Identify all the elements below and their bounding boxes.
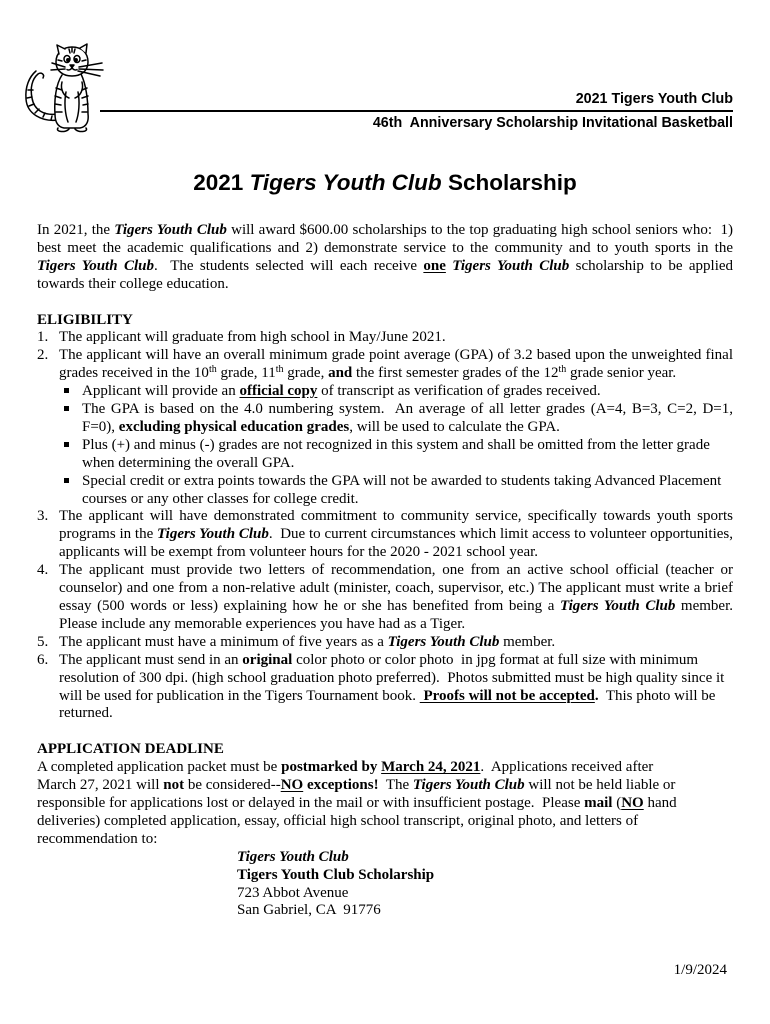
emphasis-mail: mail — [584, 794, 613, 811]
item-text-segment: The applicant will have an overall minimum grade point average (GPA) of 3.2 based upon the unweighted final grades received in the 10 — [59, 347, 737, 382]
emphasis-one: one — [423, 257, 446, 274]
deadline-text-segment: will not be held liable or responsible for applications lost or delayed in the mail or with insufficient postage. Please — [37, 777, 680, 811]
emphasis-original: original — [242, 651, 293, 668]
eligibility-item-6 — [37, 652, 733, 724]
item-text — [59, 634, 733, 652]
item-number: 5. — [37, 633, 49, 650]
deadline-text-segment: hand deliveries) completed application, essay, official high school transcript, original photo, and letters of recommendation to: — [37, 794, 681, 847]
title-year: 2021 — [193, 170, 250, 195]
emphasis-excluding-pe: excluding physical education grades — [118, 418, 350, 435]
header-divider — [100, 110, 733, 112]
deadline-text-segment: The — [378, 777, 413, 794]
item-number: 6. — [37, 651, 49, 668]
item-text — [59, 562, 737, 634]
ordinal-suffix: th — [558, 364, 567, 376]
emphasis-official-copy: official copy — [239, 383, 318, 400]
emphasis-and: and — [328, 365, 353, 382]
deadline-paragraph — [37, 759, 692, 849]
address-city: San Gabriel, CA 91776 — [237, 902, 381, 919]
document-body — [37, 222, 737, 920]
bullet-text-segment: , will be used to calculate the GPA. — [349, 418, 560, 435]
item-paragraph — [59, 347, 737, 383]
eligibility-item-2 — [37, 347, 737, 508]
ordinal-suffix: th — [208, 364, 217, 376]
item-text-segment: color photo or color photo in jpg format at full size with minimum resolution of 300 dpi. (high school graduation photo preferred). Photos submitted must be high quality since it will be used for publication in the Tigers Tournament book. — [59, 651, 729, 704]
item-text-segment: grade, 11 — [216, 365, 276, 382]
mailing-address — [237, 849, 733, 921]
bullet-marker — [59, 401, 82, 437]
deadline-text-segment: . Applications received after March 27, 2021 will — [37, 759, 658, 794]
eligibility-item-4 — [37, 562, 737, 634]
item-number: 1. — [37, 329, 49, 346]
page-title — [0, 170, 770, 196]
bullet-text-segment: Applicant will provide an — [82, 383, 240, 400]
intro-text: scholarship to be applied towards their college education. — [37, 257, 737, 292]
deadline-text-segment: A completed application packet must be — [37, 759, 282, 776]
item-text-segment: The applicant will graduate from high school in May/June 2021. — [59, 329, 446, 346]
item-text-segment: The applicant must provide two letters of recommendation, one from an active school official (teacher or counselor) and one from a non-relative adult (minister, coach, supervisor, etc.) The applicant must write a brief essay (500 words or less) explaining how he or she has benefited from being a — [59, 562, 737, 615]
bullet-marker — [59, 437, 82, 473]
item-number: 3. — [37, 508, 49, 525]
bullet-text — [82, 401, 737, 437]
address-name: Tigers Youth Club — [237, 848, 349, 865]
item-text-segment: The applicant must send in an — [59, 651, 243, 668]
club-name: Tigers Youth Club — [412, 777, 525, 794]
emphasis-no: NO — [280, 777, 304, 794]
intro-text: . The students selected will each receive — [153, 257, 424, 274]
emphasis-postmarked: postmarked by — [281, 759, 382, 776]
item-text — [59, 329, 733, 347]
square-bullet-icon — [64, 442, 69, 447]
club-name: Tigers Youth Club — [157, 526, 269, 543]
item-text-segment: The applicant will have demonstrated commitment to community service, specifically towards youth sports programs in the — [59, 508, 737, 543]
title-club-name: Tigers Youth Club — [249, 170, 442, 195]
emphasis-no-proofs: Proofs will not be accepted — [419, 687, 595, 704]
bullet-item — [59, 401, 737, 437]
bullet-text-segment: The GPA is based on the 4.0 numbering system. An average of all letter grades (A=4, B=3, C=2, D=1, F=0), — [82, 401, 737, 435]
item-number: 2. — [37, 347, 49, 364]
emphasis-exceptions: exceptions! — [303, 777, 379, 794]
eligibility-item-1 — [37, 329, 733, 347]
bullet-text — [82, 383, 733, 401]
emphasis-no: NO — [621, 794, 644, 811]
bullet-item — [59, 437, 733, 473]
eligibility-item-5 — [37, 634, 733, 652]
item-text-segment: . Due to current circumstances which limit access to volunteer opportunities, applicants will be exempt from volunteer hours for the 2020 - 2021 school year. — [59, 526, 737, 561]
eligibility-heading: ELIGIBILITY — [37, 311, 133, 328]
bullet-text-segment: Special credit or extra points towards the GPA will not be awarded to students taking Advanced Placement courses or any other classes for college credit. — [82, 472, 726, 507]
address-street: 723 Abbot Avenue — [237, 884, 349, 901]
bullet-text — [82, 473, 733, 509]
intro-text: will award $600.00 scholarships to the top graduating high school seniors who: 1) best meet the academic qualifications and 2) demonstrate service to the community and to youth sports in the — [37, 222, 737, 256]
address-department: Tigers Youth Club Scholarship — [237, 866, 435, 883]
deadline-heading: APPLICATION DEADLINE — [37, 741, 224, 758]
bullet-item — [59, 473, 733, 509]
ordinal-suffix: th — [275, 364, 284, 376]
bullet-text-segment: Plus (+) and minus (-) grades are not recognized in this system and shall be omitted from the letter grade when determining the overall GPA. — [82, 436, 714, 471]
tiger-mascot-icon — [22, 42, 104, 134]
club-name: Tigers Youth Club — [452, 257, 570, 274]
bullet-marker — [59, 383, 82, 401]
deadline-text-segment: be considered-- — [184, 777, 281, 794]
print-date: 1/9/2024 — [673, 962, 727, 978]
square-bullet-icon — [64, 406, 69, 411]
deadline-text-segment: ( — [612, 794, 622, 811]
item-text — [59, 347, 737, 508]
title-word: Scholarship — [441, 170, 577, 195]
emphasis-period: . — [594, 687, 599, 704]
club-name: Tigers Youth Club — [114, 222, 227, 238]
intro-text: In 2021, the — [37, 222, 115, 238]
emphasis-not: not — [163, 777, 185, 794]
bullet-item — [59, 383, 733, 401]
bullet-text-segment: of transcript as verification of grades received. — [317, 383, 601, 400]
item-text-segment: grade, — [283, 365, 329, 382]
eligibility-item-3 — [37, 508, 737, 562]
header-club-year: 2021 Tigers Youth Club — [575, 91, 733, 107]
item-text-segment: grade senior year. — [566, 365, 677, 382]
intro-paragraph — [37, 222, 737, 294]
item-text — [59, 652, 733, 724]
header-event: 46th Anniversary Scholarship Invitational Basketball — [372, 115, 733, 131]
club-name: Tigers Youth Club — [387, 633, 500, 650]
deadline-date: March 24, 2021 — [381, 759, 481, 776]
square-bullet-icon — [64, 478, 69, 483]
item-text-segment: the first semester grades of the 12 — [352, 365, 559, 382]
bullet-marker — [59, 473, 82, 509]
bullet-text — [82, 437, 733, 473]
item-text-segment: member. — [499, 633, 556, 650]
square-bullet-icon — [64, 388, 69, 393]
item-text — [59, 508, 737, 562]
item-number: 4. — [37, 562, 49, 579]
club-name: Tigers Youth Club — [37, 257, 154, 274]
item-text-segment: This photo will be returned. — [59, 687, 720, 722]
item-text-segment: The applicant must have a minimum of five years as a — [59, 633, 388, 650]
gpa-bullet-list — [59, 383, 737, 508]
item-text-segment: member. Please include any memorable experiences you have had as a Tiger. — [59, 598, 737, 632]
club-name: Tigers Youth Club — [560, 598, 676, 615]
